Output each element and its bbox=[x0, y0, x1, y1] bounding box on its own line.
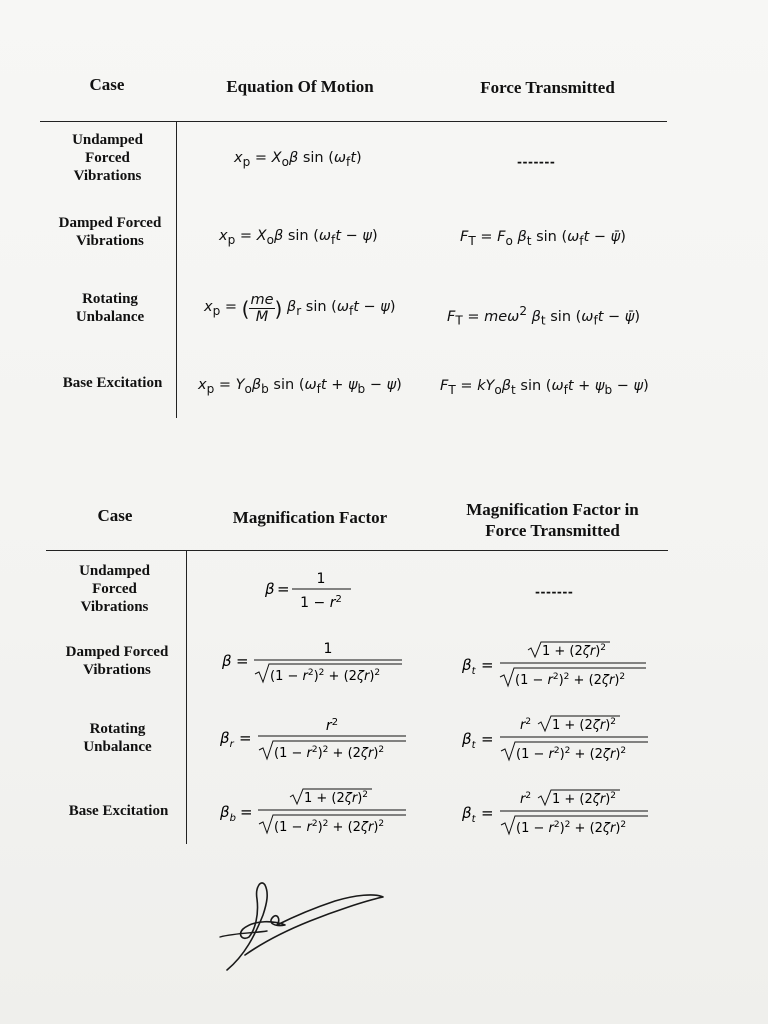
t2-force-damped bbox=[462, 640, 652, 692]
t1-eq-rotating: $x_p$ = ( $\frac{me}{M}$ ) $\beta_r$ $\sin (\omega_ft - \psi)$ bbox=[204, 292, 396, 325]
svg-text:1 + (2ζr)2: $1 + (2\zeta r)^2$ bbox=[552, 717, 617, 733]
svg-text:1 − r2: $1 - r^2$ bbox=[300, 594, 342, 611]
svg-text:r2: $r^2$ bbox=[325, 717, 339, 734]
svg-text:=: = bbox=[236, 652, 249, 670]
t2-force-base bbox=[462, 788, 654, 840]
svg-text:1 + (2ζr)2: $1 + (2\zeta r)^2$ bbox=[304, 790, 369, 806]
svg-text:r2: $r^2$ bbox=[520, 791, 532, 807]
svg-text:=: = bbox=[240, 803, 253, 821]
t2-case-damped bbox=[52, 643, 182, 679]
svg-text:(1 − r2)2 + (2ζr)2: $(1 - r^2)^2 + (2\zeta r)^2$ bbox=[515, 672, 626, 688]
svg-text:β: β bbox=[222, 652, 232, 670]
t1-header-divider bbox=[40, 121, 667, 122]
t2-case-undamped-text: Undamped Forced Vibrations bbox=[79, 563, 150, 615]
t2-force-rotating bbox=[462, 714, 654, 766]
t2-header-magnification: Magnification Factor bbox=[232, 508, 388, 527]
svg-text:βt: $\beta_t$ bbox=[462, 804, 476, 825]
t2-header-divider bbox=[46, 550, 668, 551]
svg-text:r2: $r^2$ bbox=[520, 717, 532, 733]
svg-text:1: 1 bbox=[323, 641, 333, 657]
t1-force-damped: $F_T = F_o$ $\beta_t$ $\sin (\omega_ft$ − ψ̄) bbox=[460, 229, 626, 248]
t1-eq-undamped: $x_p = X_o\beta$ $\sin (\omega_ft)$ bbox=[234, 150, 362, 169]
t2-header-case: Case bbox=[97, 506, 133, 525]
svg-text:(1 − r2)2 + (2ζr)2: $(1 - r^2)^2 + (2\zeta r)^2$ bbox=[516, 820, 627, 836]
t1-case-undamped bbox=[45, 131, 170, 185]
svg-text:1 + (2ζr)2: $1 + (2\zeta r)^2$ bbox=[552, 791, 617, 807]
t1-case-damped bbox=[45, 214, 175, 250]
t1-case-rotating-text: Rotating Unbalance bbox=[75, 291, 145, 325]
t2-column-divider bbox=[186, 550, 187, 844]
svg-text:(1 − r2)2 + (2ζr)2: $(1 - r^2)^2 + (2\zeta r)^2$ bbox=[516, 746, 627, 762]
t2-case-damped-text: Damped Forced Vibrations bbox=[65, 644, 169, 678]
t2-force-undamped: ------- bbox=[535, 585, 574, 599]
t1-case-base-text: Base Excitation bbox=[62, 375, 163, 391]
t2-case-base bbox=[56, 802, 181, 820]
svg-text:=: = bbox=[481, 730, 494, 748]
handwritten-signature bbox=[215, 875, 395, 975]
t1-case-base bbox=[50, 374, 175, 392]
t1-column-divider bbox=[176, 121, 177, 418]
svg-text:=: = bbox=[277, 580, 290, 598]
t1-header-equation: Equation Of Motion bbox=[226, 77, 374, 96]
t1-force-undamped: ------- bbox=[517, 155, 556, 169]
t2-header-force-magnification: Magnification Factor in Force Transmitted bbox=[466, 500, 639, 540]
t2-formula-rotating bbox=[220, 713, 410, 765]
t2-case-base-text: Base Excitation bbox=[68, 803, 169, 819]
t2-formula-damped bbox=[222, 636, 407, 686]
svg-text:1 + (2ζr)2: $1 + (2\zeta r)^2$ bbox=[542, 643, 607, 659]
t1-force-base: $F_T = kY_o\beta_t$ $\sin (\omega_ft + \psi_b - \psi)$ bbox=[440, 378, 649, 397]
svg-text:(1 − r2)2 + (2ζr)2: $(1 - r^2)^2 + (2\zeta r)^2$ bbox=[274, 745, 385, 761]
t1-eq-damped: $x_p = X_o\beta$ $\sin (\omega_ft - \psi)$ bbox=[219, 228, 378, 247]
svg-text:βt: $\beta_t$ bbox=[462, 656, 476, 677]
t2-case-rotating bbox=[55, 720, 180, 756]
t2-formula-undamped bbox=[265, 565, 365, 611]
svg-text:(1 − r2)2 + (2ζr)2: $(1 - r^2)^2 + (2\zeta r)^2$ bbox=[274, 819, 385, 835]
svg-text:=: = bbox=[239, 729, 252, 747]
svg-text:(1 − r2)2 + (2ζr)2: $(1 - r^2)^2 + (2\zeta r)^2$ bbox=[270, 668, 381, 684]
svg-text:βb: $\beta_b$ bbox=[220, 803, 236, 824]
svg-text:=: = bbox=[481, 656, 494, 674]
t2-formula-base bbox=[220, 787, 412, 839]
svg-text:βr: $\beta_r$ bbox=[220, 729, 234, 750]
svg-text:=: = bbox=[481, 804, 494, 822]
t1-header-case: Case bbox=[89, 75, 125, 94]
t1-header-force: Force Transmitted bbox=[480, 78, 615, 97]
t1-case-rotating bbox=[45, 290, 175, 326]
svg-text:β: β bbox=[265, 580, 275, 598]
t1-case-undamped-text: Undamped Forced Vibrations bbox=[72, 132, 143, 184]
svg-text:βt: $\beta_t$ bbox=[462, 730, 476, 751]
svg-text:1: 1 bbox=[316, 571, 326, 587]
t2-case-rotating-text: Rotating Unbalance bbox=[83, 721, 152, 755]
t1-eq-base: $x_p = Y_o\beta_b$ $\sin (\omega_ft + \psi_b - \psi)$ bbox=[198, 377, 402, 396]
t1-force-rotating: $F_T = me\omega^2$ $\beta_t$ $\sin (\omega_ft$ − ψ̄) bbox=[447, 304, 641, 328]
t2-case-undamped bbox=[52, 562, 177, 616]
t1-case-damped-text: Damped Forced Vibrations bbox=[58, 215, 162, 249]
